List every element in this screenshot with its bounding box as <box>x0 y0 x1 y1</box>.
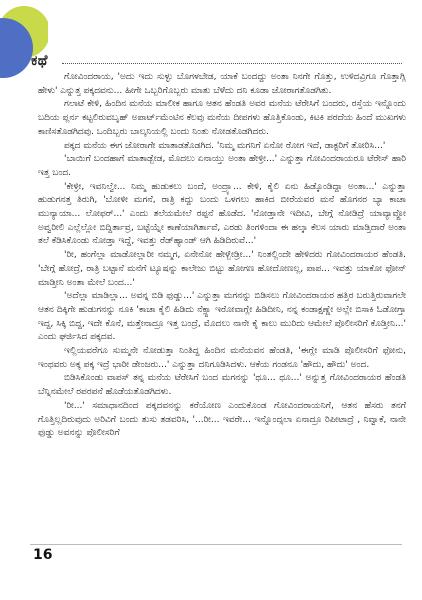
paragraph: ಗಲಾಟೆ ಕೇಳಿ, ಹಿಂದಿನ ಮನೆಯ ಮಾಲೀಕ ಹಾಗೂ ಆತನ ಹೆಂಡತಿ ಅವರ ಮನೆಯ ಟೆರೇಸಿಗೆ ಬಂದರು, ರಸ್ತೆಯ ಇನ್ನೊಂದು ಬದಿಯ ಪ್ಲರ್ನ ಕಟ್ಟಲಿರುವಬೃಹ್ ಅಪಾರ್ಟ್‌ಮೆಂಟಿನ ಕೆಲವು ಮನೆಯ ದೀಪಗಳು ಹೊತ್ತಿಕೊಂಡು, ಕಿಟಕಿ ಪರದೆಯ ಹಿಂದೆ ಮುಖಗಳು ಕಾಣಿಸತೊಡಗಿದವು. ಒಂದಿಬ್ಬರು ಬಾಲ್ಕನಿಯಲ್ಲಿ ಬಂದು ನಿಂತು ನೋಡತೊಡಗಿದರು. <box>38 99 406 137</box>
section-label: ಕಥೆ <box>31 53 48 69</box>
story-text <box>38 71 406 541</box>
page-number: 16 <box>33 547 53 563</box>
paragraph: ಪಕ್ಕದ ಮನೆಯ ಈಗ ಜೋರಾಗೇ ಮಾತಾಡತೊಡಗಿದ. 'ನಿಮ್ಮ ಮಗನಿಗೆ ಏನೋ ರೋಗ ಇದೆ, ಡಾಕ್ಟರಿಗೆ ತೋರಿಸಿ...' <box>64 140 386 151</box>
paragraph: 'ಅದೆಲ್ಲಾ ಮಾಡಿಲ್ಲಾ... ಅವನ್ನ ಬಿಡಿ ಫುಡ್ಡು...' ಎನ್ನುತ್ತಾ ಮಗನನ್ನು ಬಿಡಿಸಲು ಗೋವಿಂದರಾಯರ ಹತ್ತಿರ ಬರುತ್ತಿರುವಾಗಲೇ ಆತನ ದಿಕ್ಕಿಗೇ ಹುಡುಗನನ್ನು ನೂಕಿ 'ಕಾಚಾ ಕೈಲಿ ಹಿಡಿದು ನೆಕ್ಸ್ಟಾ ಇರೋವಾಗ್ಲೇ ಹಿಡಿದೀನಿ, ನನ್ನ ಕಂಡಾಕ್ಷಣ್ಣೇ ಅಲ್ಲೇ ಬಿಸಾಕಿ ಓಡೋಗ್ತಾ ಇದ್ದ, ಸಿಕ್ಕಿ ಬಿದ್ದ, ಇದೇ ಕೊನೆ, ಮತ್ತೇನಾದ್ರೂ ಇತ್ತ ಬಂದ್ರೆ, ಮೊದಲು ನಾನೇ ಕೈ ಕಾಲು ಮುರಿದು ಆಮೇಲೆ ಪೊಲೀಸರಿಗೆ ಕೊಡ್ತೀನಿ...' ಎಂದು ಘರ್ಜಿಸಿದ ಪಕ್ಕದವ. <box>38 291 406 343</box>
paragraph: ಗೋವಿಂದರಾಯ, 'ಅದು ಇದು ಸುಳ್ಳು ಬೊಗಳಬೇಡ, ಯಾಕೆ ಬಂದದ್ದು ಅಂತಾ ನಿನಗೇ ಗೊತ್ತು, ಉಳಿದವ್ರಿಗೂ ಗೊತ್ತಾಗ್ಲಿ ಹೇಳು' ಎನ್ನುತ್ತ ಪಕ್ಕದವನು... ಹೀಗೇ ಒಬ್ಬರಿಗೊಬ್ಬರು ಮಾತು ಬೆಳೆದು ದನಿ ಕೂಡಾ ಜೋರಾಗತೊಡಗಿತು. <box>38 72 406 96</box>
paragraph: ಇಲ್ಲಿಯವರೆಗೂ ಸುಮ್ಮನೇ ನೋಡುತ್ತಾ ನಿಂತಿದ್ದ ಹಿಂದಿನ ಮನೆಯವನ ಹೆಂಡತಿ, 'ಈಗ್ಲೇ ಮಾಡಿ ಪೊಲೀಸರಿಗೆ ಫೋನು, ಇಂಥವರು ಅಕ್ಕ ಪಕ್ಕ ಇದ್ರೆ ಭಾರೀ ಡೇಂಜರು...' ಎನ್ನುತ್ತಾ ದನಿಗೂಡಿಸಿದಳು. ಆಕೆಯ ಗಂಡನೂ 'ಹೌದು, ಹೌದು' ಅಂದ. <box>38 346 406 370</box>
paragraph: 'ರೀ...' ಸಮಾಧಾನದಿಂದ ಪಕ್ಕದವನನ್ನು ಕರೆಯೋಣ ಎಂದುಕೊಂಡ ಗೋವಿಂದರಾಯನಿಗೆ, ಆತನ ಹೆಸರು ತನಗೆ ಗೊತ್ತಿಲ್ಲದಿರುವುದು ಅರಿವಿಗೆ ಬಂದು ತುಸು ತಡವರಿಸಿ, '...ರೀ... ಇವರೇ... ಇನ್ನೊಂದ್ಸಲಾ ಏನಾದ್ರೂ ರಿಪೀಟಾದ್ರೆ , ನಿವ್ವಾಕೆ, ನಾನೇ ಫುಡ್ಡು ಅವನನ್ನು ಪೊಲೀಸರಿಗೆ <box>38 400 406 439</box>
paragraph: 'ರೀ, ಹಂಗೆಲ್ಲಾ ಮಾಡೋಲ್ಲಾರೀ ನಮ್ಮಗ, ಏನೇನೋ ಹೇಳ್ಬೇಡ್ರೀ...' ನಿಂತಲ್ಲಿಂದೇ ಹೇಳಿದರು ಗೋವಿಂದರಾಯರ ಹೆಂಡತಿ. 'ಬೇಗ್ಗೆ ಹೋದ್ರೆ, ರಾತ್ರಿ ಬಟ್ಟಾನೆ ಮನೆಗೆ ಟ್ಯೂಷನ್ನು ಕಾಲೇಜು ಬಿಟ್ಟು ಹೋಗಣ ಹೋದೋಣಲ್ಲ, ಪಾಪ... ಇವತ್ತು ಯಾಕೋ ಫೋನ್ ಮಾಡ್ತೀನಿ ಅಂತಾ ಮೇಲೆ ಬಂದ...' <box>38 250 406 288</box>
corner-decoration <box>0 0 48 82</box>
corner-circles-graphic <box>0 0 48 82</box>
paragraph: 'ಬಾಯಿಗೆ ಬಂದಹಾಗೆ ಮಾತಾಡ್ಬೇಡ, ಮೊದಲು ಏನಾಯ್ತು ಅಂತಾ ಹೇಳ್ರೀ...' ಎನ್ನುತ್ತಾ ಗೋವಿಂದರಾಯರೂ ಟೆರೇಸ್ ಹಾರಿ ಇತ್ತ ಬಂದ. <box>38 154 406 178</box>
paragraph: 'ಕೇಳ್ರೀ, ಇವನಿಲ್ವೇ... ನಿಮ್ಮ ಹುಡುಕಲು ಬಂದೆ, ಅಂದ್ರ್ಯಾ... ಕೇಳಿ, ಕೈಲಿ ಏನು ಹಿಡ್ಕೊಂಡಿದ್ದಾ ಅಂತಾ...' ಎನ್ನುತ್ತಾ ಹುಡುಗನತ್ತ ತಿರುಗಿ, 'ಬೋಳೀ ಮಗನೆ, ರಾತ್ರಿ ಕದ್ದು ಬಂದು ಒಳಗಲು ಹಾಕಿದ ಬೀರೆಯವರ ಮನೆ ಹೊಗನರ ಬ್ಯಾ ಕಾಚಾ ಮುನ್ಯಾಯಾ... ಲೋಫರ್...' ಎಂದು ತಲೆಯಮೇಲೆ ರಪ್ಪನೆ ಹೊಡೆದ. 'ನೋಡ್ತಾನೇ ಇದೀವಿ, ಬೇಗ್ಗೆ ನೋಡಿದ್ರೆ ಯಾವ್ಯಾವ್ದೋ ಅವ್ವರೀಲಿ ಎಲ್ಲೆಲ್ಲೋ ಬಿದ್ದಿರ್ತಾವ್ರ, ಬಟ್ಟೆಯ್ನೇ ಕಾಣೆಯಾಗಿರ್ತಾವೆ, ಎರಡು ತಿಂಗಳಿಂದಾ ಈ ಹಲ್ಕಾ ಕೆಲಸ ಯಾರು ಮಾಡ್ತಿದಾರೆ ಅಂತಾ ತಲೆ ಕೆಡಿಸಿಕೊಂಡು ನೋಡ್ತಾ ಇದ್ದೆ, ಇವತ್ತು ರೆಡ್‌ಹ್ಯಾಂಡ್ ಆಗಿ ಹಿಡಿದಿರುವೆ...' <box>38 181 406 247</box>
section-divider <box>62 63 402 64</box>
footer-divider <box>30 544 402 545</box>
paragraph: ಬಿಡಿಸಿಕೊಂಡು ವಾಪಸ್ ತನ್ನ ಮನೆಯ ಟೆರೇಸಿಗೆ ಬಂದ ಮಗನನ್ನು 'ಥೂ... ಥೂ...' ಅನ್ನುತ್ತ ಗೋವಿಂದರಾಯರ ಹೆಂಡತಿ ಬೆನ್ನಿನಮೇಲೆ ರಪರಪನೆ ಹೊಡೆಯತೊಡಗಿದಳು. <box>38 373 406 398</box>
